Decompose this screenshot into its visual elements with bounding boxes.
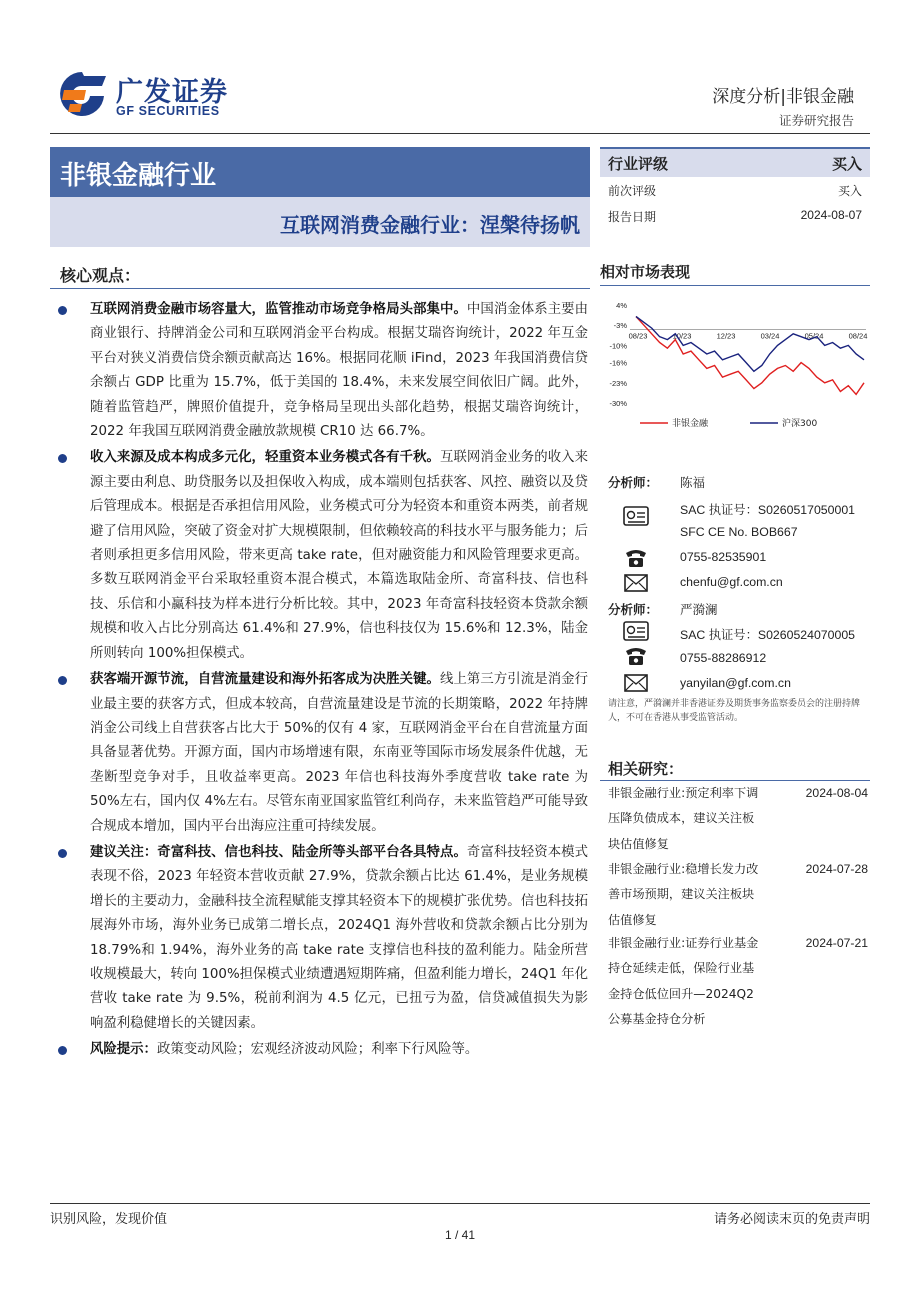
footer-disclaimer-link[interactable]: 请务必阅读末页的免责声明 <box>713 1212 870 1227</box>
bullet-dot-icon <box>58 306 67 315</box>
related-research-line: 公募基金持仓分析 <box>608 1012 706 1027</box>
bullet-dot-icon <box>58 849 67 858</box>
related-research-title: 相关研究： <box>608 760 684 778</box>
bullet-text: 政策变动风险；宏观经济波动风险；利率下行风险等。 <box>156 1042 479 1058</box>
certificate-icon <box>622 620 650 642</box>
core-bullet <box>58 446 588 666</box>
related-research-date: 2024-07-21 <box>805 936 868 950</box>
gf-logo <box>56 68 256 122</box>
core-views-list <box>58 298 588 1063</box>
footer-slogan: 识别风险，发现价值 <box>50 1212 168 1227</box>
logo-en-text: GF SECURITIES <box>116 104 220 118</box>
email-icon <box>622 672 650 694</box>
y-tick-label: -23% <box>609 378 627 388</box>
bullet-dot-icon <box>58 676 67 685</box>
related-research-line: 善市场预期，建议关注板块 <box>608 887 755 902</box>
previous-rating-row <box>600 177 870 203</box>
x-tick-label: 03/24 <box>760 331 780 341</box>
bullet-heading: 风险提示： <box>90 1042 157 1058</box>
legend-label: 沪深300 <box>782 419 818 429</box>
related-research-line: 块估值修复 <box>608 836 669 851</box>
rating-box <box>600 147 870 229</box>
analyst-phone: 0755-82535901 <box>680 550 767 564</box>
legend-label: 非银金融 <box>672 419 709 429</box>
related-research-line: 估值修复 <box>608 912 657 927</box>
related-research-date: 2024-07-28 <box>805 862 868 876</box>
market-title: 相对市场表现 <box>600 263 691 281</box>
previous-rating-label: 前次评级 <box>608 184 657 198</box>
related-research-item[interactable] <box>608 931 868 1033</box>
gf-logo-icon <box>56 70 108 118</box>
analyst-name: 严漪澜 <box>680 602 718 617</box>
rating-label: 行业评级 <box>608 155 669 173</box>
y-tick-label: 4% <box>616 301 627 310</box>
bullet-text: 线上第三方引流是消金行业最主要的获客方式，但成本较高，自营流量建设是节流的长期策略，2022 年持牌消金公司线上自营获客占比大于 50%的仅有 4 家，互联网消金平台在自营流量方面具备显著优势。开源方面，国内市场增速有限，东南亚等国际市场发展条件优越，无垄断型竞争对手，且收益率更高。2023 年信也科技海外季度营收 take rate 为 50%左右，国内仅 4%左右。尽管东南亚国家监管红利尚存，未来监管趋严可能导致合规成本增加，国内平台出海应注重可持续发展。 <box>90 672 589 834</box>
analyst-sac: SAC 执证号：S0260517050001 <box>680 503 855 517</box>
bullet-text: 互联网消金业务的收入来源主要由利息、助贷服务以及担保收入构成，成本端则包括获客、风控、融资以及贷后管理成本。根据是否承担信用风险，业务模式可分为轻资本和重资本两类，前者规避了信用风险，突破了资金对扩大规模限制，但依赖较高的科技水平与服务能力；后者则承担更多信用风险，带来更高 take rate，但对融资能力和风险管理要求更高。多数互联网消金平台采取轻重资本混合模式，本篇选取陆金所、奇富科技、信也科技、乐信和小赢科技为样本进行分析比较。其中，2023 年奇富科技轻资本贷款余额规模和收入占比分别高达 61.4%和 27.9%，信也科技仅为 15.6%和 12.3%，陆金所则转向 100%担保模式。 <box>90 450 589 661</box>
bullet-text: 奇富科技轻资本模式表现不俗，2023 年轻资本营收贡献 27.9%，贷款余额占比达 61.4%，是业务规模增长的主要动力，金融科技全流程赋能支撑其轻资本下的规模扩张优势。信也科技拓展海外市场，海外业务已成第二增长点，2024Q1 海外营收和贷款余额占比分别为 18.79%和 1.94%，海外业务的高 take rate 支撑信也科技的盈利能力。陆金所营收规模最大，转向 100%担保模式业绩遭遇短期阵痛，但盈利能力增长，24Q1 年化营收 take rate 为 9.5%，税前利润为 4.5 亿元，已扭亏为盈，信贷减值损失为影响盈利稳健增长的关键因素。 <box>90 844 589 1031</box>
report-title: 互联网消费金融行业：涅槃待扬帆 <box>280 213 580 237</box>
analyst-phone: 0755-88286912 <box>680 651 767 665</box>
related-research-line: 非银金融行业:预定利率下调 <box>608 786 759 800</box>
series-line-nonbank <box>636 317 864 395</box>
core-bullet <box>58 1038 588 1062</box>
market-divider <box>600 285 870 286</box>
related-research-date: 2024-08-04 <box>805 786 868 800</box>
previous-rating-value: 买入 <box>837 184 862 198</box>
analyst-name: 陈福 <box>680 475 706 490</box>
doc-type: 深度分析|非银金融 <box>712 87 854 107</box>
report-date-label: 报告日期 <box>608 210 657 224</box>
certificate-icon <box>622 505 650 527</box>
industry-banner <box>50 147 590 197</box>
footer-divider <box>50 1203 870 1204</box>
bullet-heading: 获客端开源节流，自营流量建设和海外拓客成为决胜关键。 <box>90 672 440 688</box>
core-views-divider <box>50 288 590 289</box>
y-tick-label: -10% <box>609 341 627 351</box>
report-date-value: 2024-08-07 <box>800 208 862 222</box>
related-research-line: 金持仓低位回升—2024Q2 <box>608 986 754 1001</box>
email-icon <box>622 572 650 594</box>
analyst-label: 分析师： <box>608 475 659 490</box>
related-research-line: 非银金融行业:稳增长发力改 <box>608 862 759 876</box>
phone-icon <box>622 645 650 667</box>
related-research-line: 压降负债成本，建议关注板 <box>608 811 755 826</box>
core-bullet <box>58 298 588 444</box>
core-bullet <box>58 841 588 1036</box>
core-views-title: 核心观点： <box>60 266 141 285</box>
analyst-sfc: SFC CE No. BOB667 <box>680 525 798 539</box>
analyst-email[interactable]: yanyilan@gf.com.cn <box>680 676 791 690</box>
related-research-line: 持仓延续走低，保险行业基 <box>608 961 755 976</box>
logo-cn-text: 广发证券 <box>116 77 228 108</box>
series-line-csi300 <box>636 317 864 372</box>
y-tick-label: -16% <box>609 358 627 368</box>
x-tick-label: 08/23 <box>628 331 648 341</box>
industry-title: 非银金融行业 <box>60 161 217 191</box>
header-divider <box>50 133 870 134</box>
bullet-heading: 互联网消费金融市场容量大，监管推动市场竞争格局头部集中。 <box>90 302 467 317</box>
analyst-note: 请注意，严漪澜并非香港证券及期货事务监察委员会的注册持牌人，不可在香港从事受监管活动。 <box>608 699 861 723</box>
rating-header <box>600 147 870 177</box>
bullet-heading: 收入来源及成本构成多元化，轻重资本业务模式各有千秋。 <box>90 450 440 466</box>
rating-value: 买入 <box>831 155 862 173</box>
y-tick-label: -3% <box>613 321 627 331</box>
x-tick-label: 05/24 <box>804 331 824 341</box>
x-tick-label: 10/23 <box>672 331 692 341</box>
related-research-item[interactable] <box>608 781 868 857</box>
bullet-text: 中国消金体系主要由商业银行、持牌消金公司和互联网消金平台构成。根据艾瑞咨询统计，2022 年互金平台对狭义消费信贷余额贡献高达 16%。根据同花顺 iFind，2023 年我国消费信贷余额占 GDP 比重为 15.7%，低于美国的 18.4%，未来发展空间依旧广阔。此外，随着监管趋严，牌照价值提升，竞争格局呈现出头部化趋势，根据艾瑞咨询统计，2022 年我国互联网消费金融放款规模 CR10 达 66.7%。 <box>90 302 589 440</box>
analyst-email[interactable]: chenfu@gf.com.cn <box>680 575 783 589</box>
relative-performance-chart <box>600 295 870 440</box>
bullet-heading: 建议关注：奇富科技、信也科技、陆金所等头部平台各具特点。 <box>90 844 467 860</box>
analyst-label: 分析师： <box>608 602 659 617</box>
page-number: 1 / 41 <box>444 1228 476 1242</box>
related-research-item[interactable] <box>608 857 868 933</box>
bullet-dot-icon <box>58 454 67 463</box>
related-research-line: 非银金融行业:证券行业基金 <box>608 936 759 950</box>
x-tick-label: 12/23 <box>716 331 736 341</box>
bullet-dot-icon <box>58 1046 67 1055</box>
analyst-sac: SAC 执证号：S0260524070005 <box>680 628 855 642</box>
phone-icon <box>622 547 650 569</box>
report-date-row <box>600 203 870 229</box>
y-tick-label: -30% <box>609 399 627 408</box>
x-tick-label: 08/24 <box>848 331 868 341</box>
doc-subtype: 证券研究报告 <box>778 113 854 128</box>
report-title-banner <box>50 197 590 247</box>
core-bullet <box>58 668 588 839</box>
